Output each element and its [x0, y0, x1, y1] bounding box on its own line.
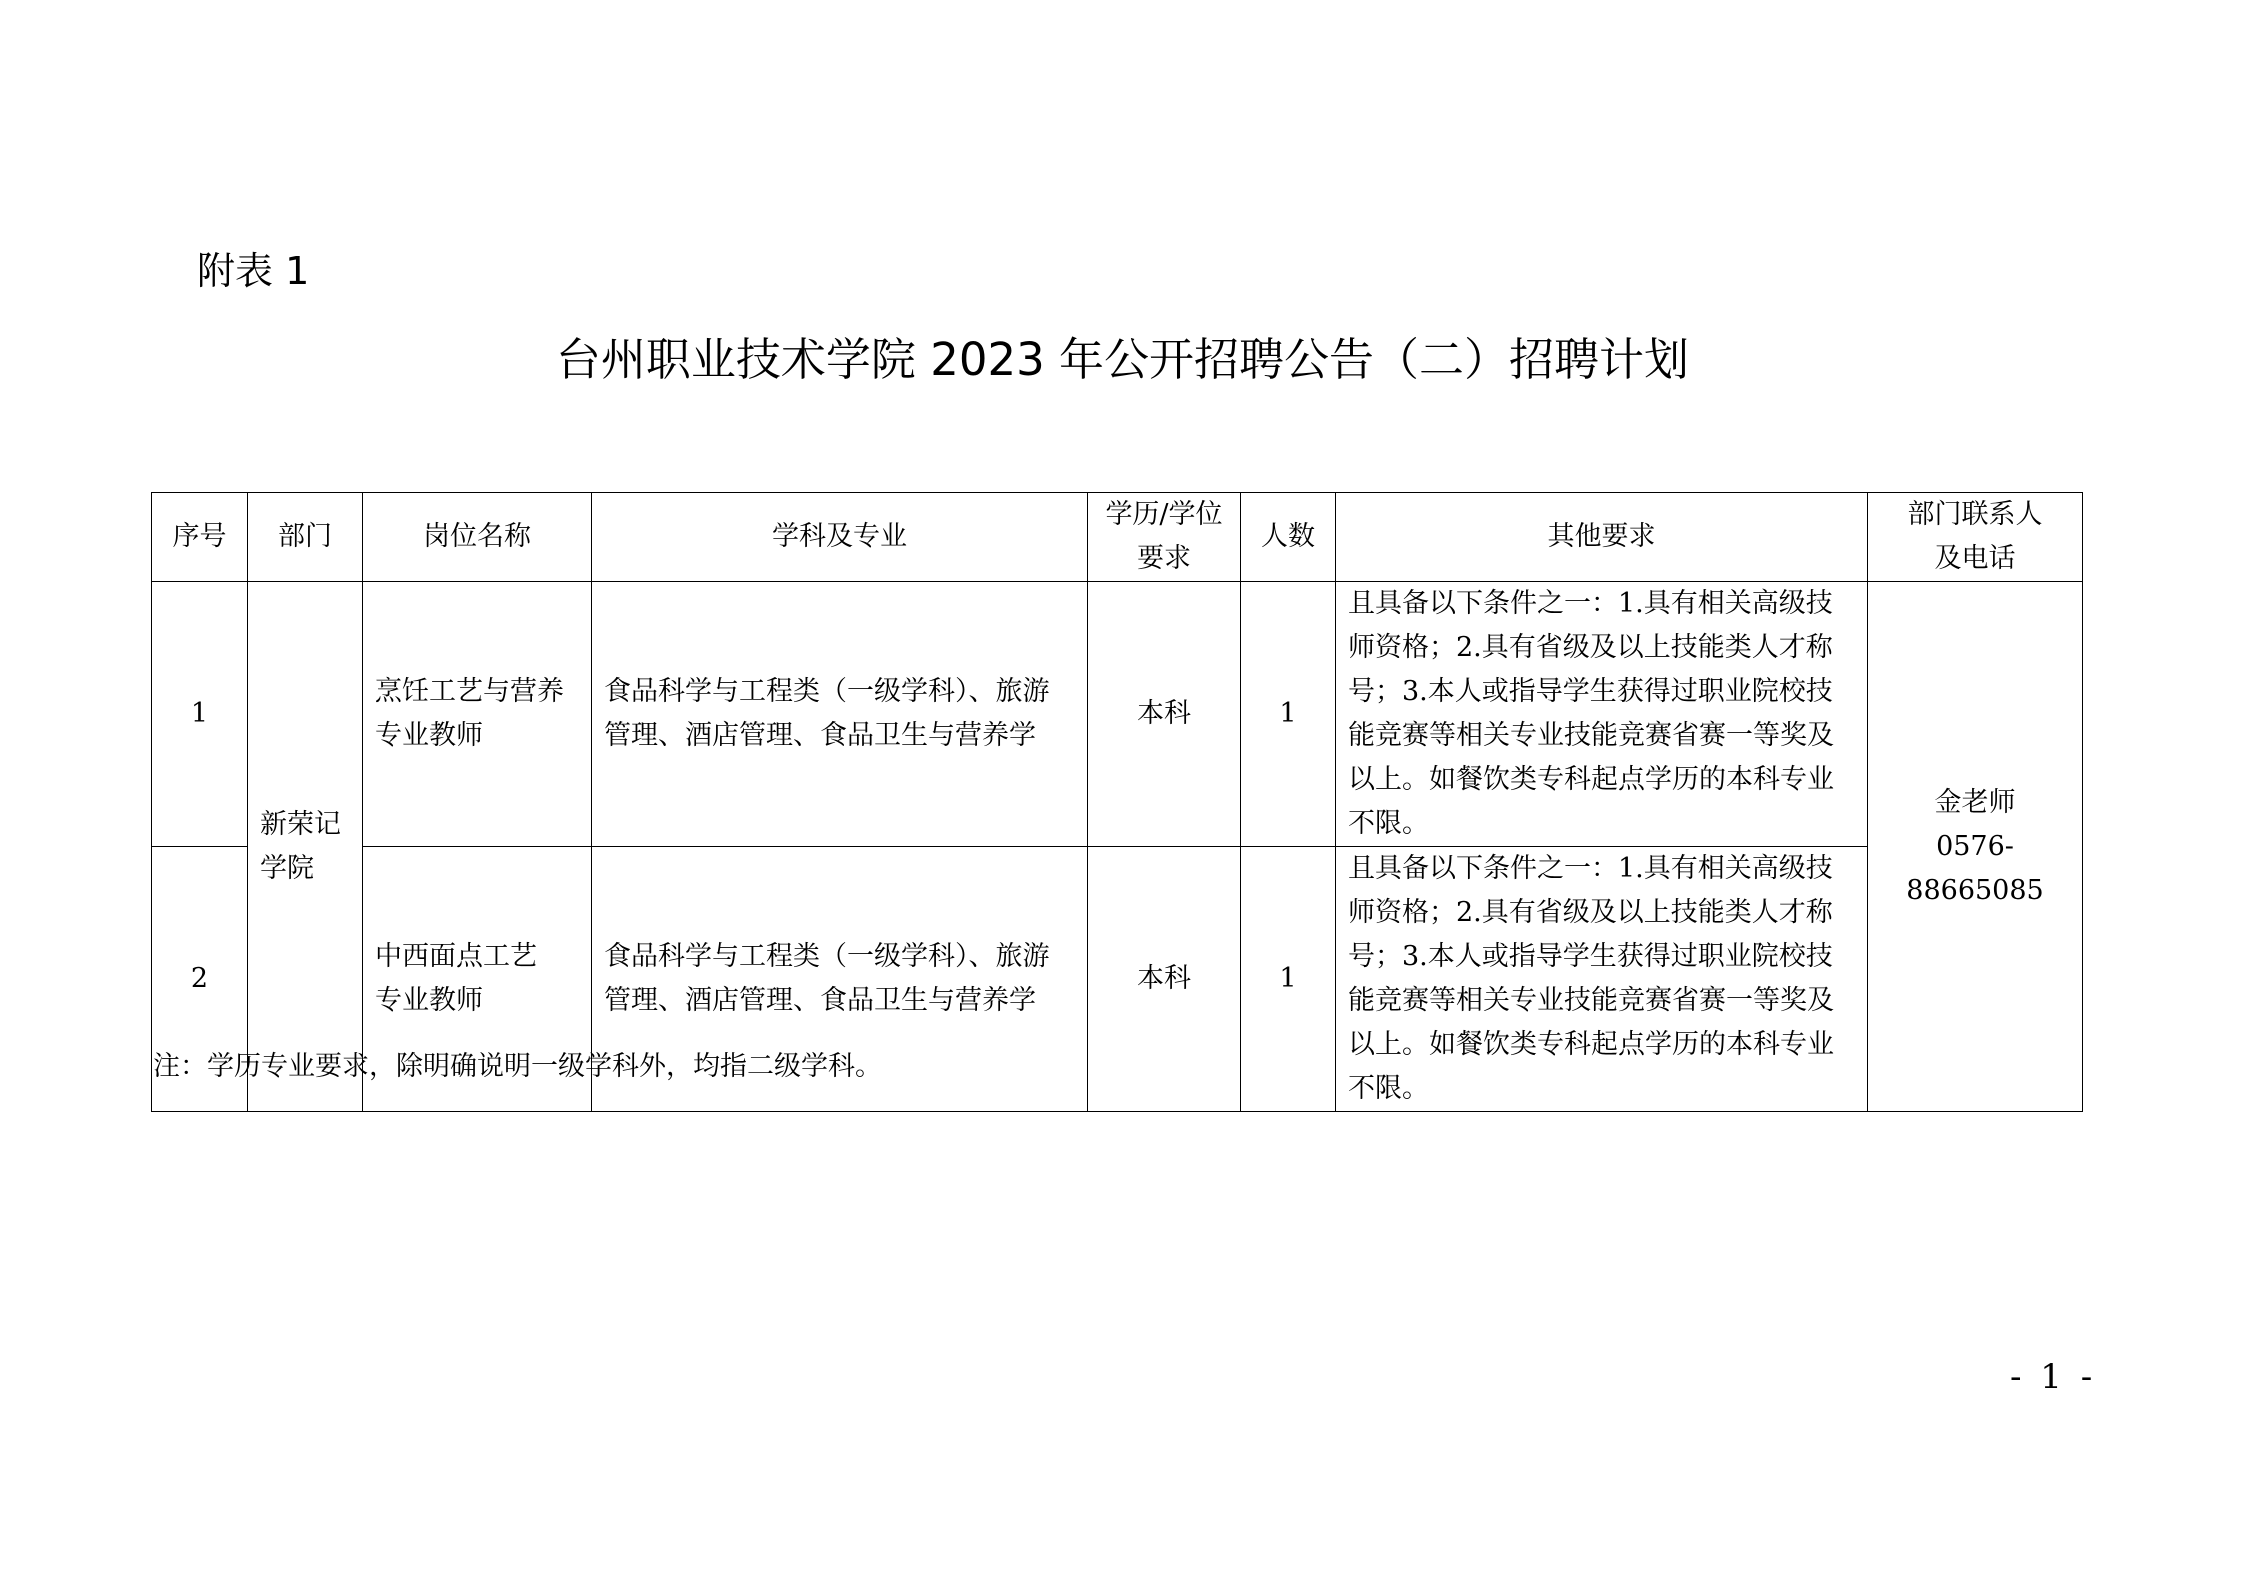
row-count: 1 — [1241, 582, 1336, 847]
position-line1: 烹饪工艺与营养 — [375, 676, 564, 707]
header-count: 人数 — [1241, 493, 1336, 582]
row-seq: 1 — [152, 582, 248, 847]
page-number: - 1 - — [2010, 1357, 2097, 1397]
header-contact-line1: 部门联系人 — [1907, 499, 2043, 530]
row-degree: 本科 — [1088, 847, 1241, 1112]
header-contact — [1868, 493, 2083, 582]
row-seq: 2 — [152, 847, 248, 1112]
table-row — [152, 582, 2083, 847]
table-note: 注：学历专业要求，除明确说明一级学科外，均指二级学科。 — [153, 1051, 882, 1082]
department-line2: 学院 — [260, 852, 314, 884]
contact-name: 金老师 — [1934, 786, 2016, 818]
header-requirements: 其他要求 — [1336, 493, 1868, 582]
header-degree-line1: 学历/学位 — [1105, 499, 1223, 530]
contact-cell — [1868, 582, 2083, 1112]
row-position — [363, 582, 592, 847]
header-contact-line2: 及电话 — [1934, 543, 2016, 574]
row-requirements: 且具备以下条件之一：1.具有相关高级技师资格；2.具有省级及以上技能类人才称号；3.本人或指导学生获得过职业院校技能竞赛等相关专业技能竞赛省赛一等奖及以上。如餐饮类专科起点学历的本科专业不限。 — [1336, 582, 1868, 847]
contact-phone: 0576-88665085 — [1906, 830, 2044, 906]
department-line1: 新荣记 — [260, 808, 341, 840]
position-line1: 中西面点工艺 — [375, 941, 537, 972]
header-department: 部门 — [248, 493, 363, 582]
header-position: 岗位名称 — [363, 493, 592, 582]
position-line2: 专业教师 — [375, 720, 483, 751]
attachment-label: 附表 1 — [197, 249, 310, 293]
table-header-row — [152, 493, 2083, 582]
department-cell — [248, 582, 363, 1112]
header-degree — [1088, 493, 1241, 582]
row-requirements: 且具备以下条件之一：1.具有相关高级技师资格；2.具有省级及以上技能类人才称号；3.本人或指导学生获得过职业院校技能竞赛等相关专业技能竞赛省赛一等奖及以上。如餐饮类专科起点学历的本科专业不限。 — [1336, 847, 1868, 1112]
recruitment-plan-table — [151, 492, 2083, 1112]
header-discipline: 学科及专业 — [592, 493, 1088, 582]
document-title: 台州职业技术学院 2023 年公开招聘公告（二）招聘计划 — [555, 333, 1690, 386]
header-degree-line2: 要求 — [1137, 543, 1191, 574]
row-discipline: 食品科学与工程类（一级学科）、旅游管理、酒店管理、食品卫生与营养学 — [592, 847, 1088, 1112]
position-line2: 专业教师 — [375, 985, 483, 1016]
row-discipline: 食品科学与工程类（一级学科）、旅游管理、酒店管理、食品卫生与营养学 — [592, 582, 1088, 847]
header-seq: 序号 — [152, 493, 248, 582]
row-count: 1 — [1241, 847, 1336, 1112]
row-degree: 本科 — [1088, 582, 1241, 847]
